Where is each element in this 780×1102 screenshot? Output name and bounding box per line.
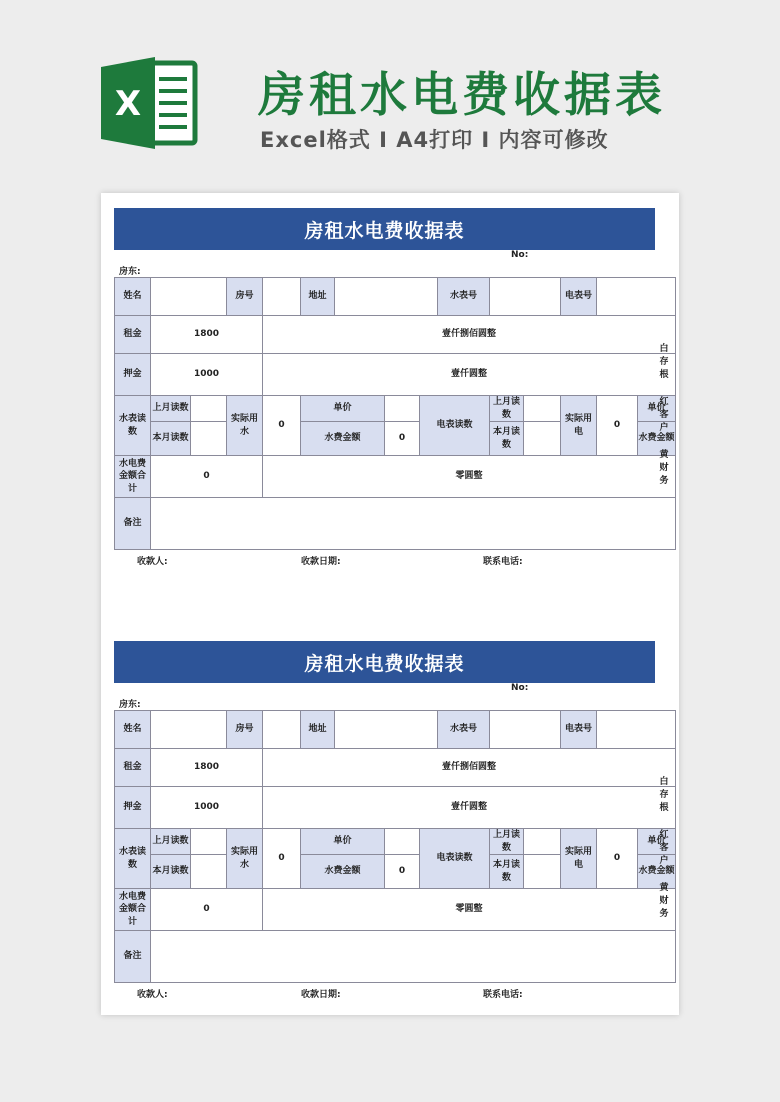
- electric-unit-price-label: 单价: [638, 396, 676, 422]
- water-this-month-label: 本月读数: [151, 422, 191, 456]
- water-meter-label: 水表号: [438, 711, 490, 749]
- deposit-amount[interactable]: 1000: [151, 354, 263, 396]
- water-last-month-label: 上月读数: [151, 396, 191, 422]
- water-actual-label: 实际用水: [227, 829, 263, 889]
- water-last-month-field[interactable]: [191, 829, 227, 855]
- contact-phone-label: 联系电话:: [483, 990, 523, 1000]
- deposit-amount-words: 壹仟圆整: [263, 354, 676, 396]
- water-actual-label: 实际用水: [227, 396, 263, 456]
- electric-last-month-label: 上月读数: [490, 396, 524, 422]
- name-field[interactable]: [151, 711, 227, 749]
- rent-amount[interactable]: 1800: [151, 749, 263, 787]
- water-unit-price-field[interactable]: [385, 829, 420, 855]
- water-actual-value[interactable]: 0: [263, 396, 301, 456]
- electric-actual-value[interactable]: 0: [597, 396, 638, 456]
- total-amount[interactable]: 0: [151, 456, 263, 498]
- address-label: 地址: [301, 278, 335, 316]
- water-meter-field[interactable]: [490, 278, 561, 316]
- payment-date-label: 收款日期:: [301, 990, 341, 1000]
- total-amount-words: 零圆整: [263, 456, 676, 498]
- payee-label: 收款人:: [137, 990, 168, 1000]
- water-this-month-label: 本月读数: [151, 855, 191, 889]
- form-banner: 房租水电费收据表: [114, 641, 655, 683]
- svg-text:X: X: [114, 84, 142, 124]
- electric-meter-field[interactable]: [597, 711, 676, 749]
- electric-unit-price-label: 单价: [638, 829, 676, 855]
- electric-last-month-field[interactable]: [524, 829, 561, 855]
- electric-meter-label: 电表号: [561, 278, 597, 316]
- side-note-red: 红客户: [659, 830, 669, 866]
- electric-actual-value[interactable]: 0: [597, 829, 638, 889]
- electric-fee-label: 水费金额: [638, 422, 676, 456]
- side-note-white: 白存根: [659, 344, 669, 380]
- water-fee-value[interactable]: 0: [385, 855, 420, 889]
- electric-last-month-field[interactable]: [524, 396, 561, 422]
- electric-meter-label: 电表号: [561, 711, 597, 749]
- deposit-label: 押金: [115, 354, 151, 396]
- side-note-red: 红客户: [659, 397, 669, 433]
- landlord-label: 房东:: [119, 700, 141, 710]
- electric-last-month-label: 上月读数: [490, 829, 524, 855]
- rent-label: 租金: [115, 316, 151, 354]
- name-label: 姓名: [115, 711, 151, 749]
- excel-logo-icon: [101, 57, 201, 149]
- no-label: No:: [511, 683, 529, 693]
- rent-amount-words: 壹仟捌佰圆整: [263, 749, 676, 787]
- contact-phone-label: 联系电话:: [483, 557, 523, 567]
- electric-this-month-label: 本月读数: [490, 855, 524, 889]
- water-this-month-field[interactable]: [191, 855, 227, 889]
- water-fee-value[interactable]: 0: [385, 422, 420, 456]
- receipt-form-2: [101, 626, 679, 1006]
- room-field[interactable]: [263, 711, 301, 749]
- water-unit-price-label: 单价: [301, 829, 385, 855]
- rent-amount-words: 壹仟捌佰圆整: [263, 316, 676, 354]
- no-label: No:: [511, 250, 529, 260]
- total-label: 水电费金额合计: [115, 456, 151, 498]
- form-banner: 房租水电费收据表: [114, 208, 655, 250]
- electric-actual-label: 实际用电: [561, 829, 597, 889]
- water-reading-label: 水表读数: [115, 829, 151, 889]
- receipt-table: [114, 277, 676, 550]
- paper-sheet: [101, 193, 679, 1015]
- side-note-yellow: 黄财务: [659, 883, 669, 919]
- water-unit-price-label: 单价: [301, 396, 385, 422]
- remarks-label: 备注: [115, 498, 151, 550]
- name-label: 姓名: [115, 278, 151, 316]
- side-note-yellow: 黄财务: [659, 450, 669, 486]
- total-amount[interactable]: 0: [151, 889, 263, 931]
- water-last-month-label: 上月读数: [151, 829, 191, 855]
- water-reading-label: 水表读数: [115, 396, 151, 456]
- water-meter-label: 水表号: [438, 278, 490, 316]
- remarks-label: 备注: [115, 931, 151, 983]
- deposit-label: 押金: [115, 787, 151, 829]
- remarks-field[interactable]: [151, 931, 676, 983]
- electric-actual-label: 实际用电: [561, 396, 597, 456]
- electric-fee-label: 水费金额: [638, 855, 676, 889]
- rent-amount[interactable]: 1800: [151, 316, 263, 354]
- payee-label: 收款人:: [137, 557, 168, 567]
- electric-meter-field[interactable]: [597, 278, 676, 316]
- water-this-month-field[interactable]: [191, 422, 227, 456]
- name-field[interactable]: [151, 278, 227, 316]
- page-subtitle: Excel格式 I A4打印 I 内容可修改: [260, 128, 609, 152]
- electric-this-month-field[interactable]: [524, 855, 561, 889]
- room-label: 房号: [227, 711, 263, 749]
- side-note-white: 白存根: [659, 777, 669, 813]
- page-title: 房租水电费收据表: [258, 68, 666, 123]
- electric-this-month-label: 本月读数: [490, 422, 524, 456]
- remarks-field[interactable]: [151, 498, 676, 550]
- receipt-table: [114, 710, 676, 983]
- total-amount-words: 零圆整: [263, 889, 676, 931]
- copy-distribution-notes: [657, 776, 671, 921]
- copy-distribution-notes: [657, 343, 671, 488]
- address-field[interactable]: [335, 711, 438, 749]
- electric-reading-label: 电表读数: [420, 829, 490, 889]
- water-fee-label: 水费金额: [301, 422, 385, 456]
- rent-label: 租金: [115, 749, 151, 787]
- electric-reading-label: 电表读数: [420, 396, 490, 456]
- deposit-amount-words: 壹仟圆整: [263, 787, 676, 829]
- water-actual-value[interactable]: 0: [263, 829, 301, 889]
- landlord-label: 房东:: [119, 267, 141, 277]
- payment-date-label: 收款日期:: [301, 557, 341, 567]
- room-field[interactable]: [263, 278, 301, 316]
- deposit-amount[interactable]: 1000: [151, 787, 263, 829]
- total-label: 水电费金额合计: [115, 889, 151, 931]
- water-fee-label: 水费金额: [301, 855, 385, 889]
- water-unit-price-field[interactable]: [385, 396, 420, 422]
- address-field[interactable]: [335, 278, 438, 316]
- address-label: 地址: [301, 711, 335, 749]
- receipt-form-1: [101, 193, 679, 573]
- electric-this-month-field[interactable]: [524, 422, 561, 456]
- water-meter-field[interactable]: [490, 711, 561, 749]
- room-label: 房号: [227, 278, 263, 316]
- water-last-month-field[interactable]: [191, 396, 227, 422]
